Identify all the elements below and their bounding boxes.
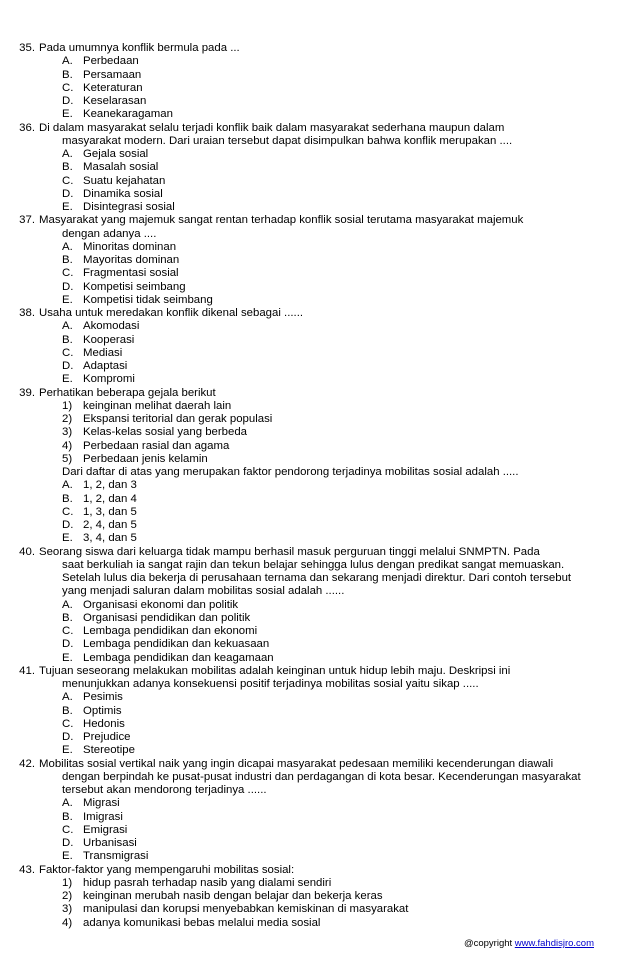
question-text: Faktor-faktor yang mempengaruhi mobilitas sosial: bbox=[39, 863, 295, 876]
option-letter: C. bbox=[62, 81, 74, 94]
question-number: 43. bbox=[19, 863, 35, 876]
statement-item bbox=[0, 413, 638, 426]
option-letter: D. bbox=[62, 95, 74, 107]
statement-number: 2) bbox=[62, 413, 73, 425]
statement-text: manipulasi dan korupsi menyebabkan kemiskinan di masyarakat bbox=[83, 903, 409, 916]
statement-number: 4) bbox=[62, 916, 73, 929]
question-text-line bbox=[0, 678, 638, 691]
option-text: Organisasi pendidikan dan politik bbox=[83, 611, 251, 624]
statement-number: 5) bbox=[62, 452, 73, 465]
option-letter: D. bbox=[62, 731, 74, 743]
option-letter: A. bbox=[62, 55, 73, 68]
answer-option bbox=[0, 532, 638, 545]
option-text: Lembaga pendidikan dan ekonomi bbox=[83, 625, 258, 637]
option-letter: A. bbox=[62, 598, 73, 611]
copyright-footer bbox=[464, 938, 594, 949]
statement-number: 4) bbox=[62, 439, 73, 452]
question-43 bbox=[0, 864, 638, 930]
statement-item bbox=[0, 453, 638, 466]
answer-option bbox=[0, 55, 638, 68]
statement-number: 1) bbox=[62, 876, 73, 889]
statement-item bbox=[0, 877, 638, 890]
answer-option bbox=[0, 705, 638, 718]
question-text-line bbox=[0, 228, 638, 241]
answer-option bbox=[0, 347, 638, 360]
answer-option bbox=[0, 797, 638, 810]
statement-item bbox=[0, 426, 638, 439]
option-text: Organisasi ekonomi dan politik bbox=[83, 598, 239, 611]
question-text: masyarakat modern. Dari uraian tersebut dapat disimpulkan bahwa konflik merupakan .... bbox=[62, 134, 513, 147]
option-text: Keteraturan bbox=[83, 81, 143, 94]
statement-item bbox=[0, 903, 638, 916]
question-text: yang menjadi saluran dalam mobilitas sosial adalah ...... bbox=[62, 585, 345, 598]
answer-option bbox=[0, 294, 638, 307]
answer-option bbox=[0, 188, 638, 201]
question-text: tersebut akan mendorong terjadinya ...... bbox=[62, 784, 267, 796]
option-text: Lembaga pendidikan dan kekuasaan bbox=[83, 638, 270, 651]
statement-item bbox=[0, 917, 638, 930]
option-text: Gejala sosial bbox=[83, 148, 149, 160]
option-letter: A. bbox=[62, 797, 73, 810]
option-letter: B. bbox=[62, 161, 73, 174]
statement-number: 2) bbox=[62, 890, 73, 902]
question-text-line bbox=[0, 758, 638, 771]
answer-option bbox=[0, 625, 638, 638]
question-text-line bbox=[0, 784, 638, 797]
answer-option bbox=[0, 638, 638, 651]
option-letter: D. bbox=[62, 837, 74, 849]
option-text: Lembaga pendidikan dan keagamaan bbox=[83, 651, 274, 664]
answer-option bbox=[0, 837, 638, 850]
question-39 bbox=[0, 387, 638, 546]
statement-text: keinginan merubah nasib dengan belajar dan bekerja keras bbox=[83, 890, 383, 902]
question-text: Di dalam masyarakat selalu terjadi konflik baik dalam masyarakat sederhana maupun dalam bbox=[39, 121, 505, 134]
option-letter: B. bbox=[62, 254, 73, 266]
option-letter: C. bbox=[62, 625, 74, 637]
answer-option bbox=[0, 175, 638, 188]
option-text: Dinamika sosial bbox=[83, 187, 163, 200]
answer-option bbox=[0, 281, 638, 294]
option-text: Masalah sosial bbox=[83, 161, 159, 174]
option-text: Kooperasi bbox=[83, 333, 135, 346]
statement-text: Perbedaan jenis kelamin bbox=[83, 452, 208, 465]
option-letter: A. bbox=[62, 148, 73, 160]
option-text: Kompetisi seimbang bbox=[83, 280, 186, 293]
option-text: Emigrasi bbox=[83, 823, 128, 836]
statement-text: hidup pasrah terhadap nasib yang dialami sendiri bbox=[83, 876, 332, 889]
option-text: Prejudice bbox=[83, 731, 131, 743]
question-text-line bbox=[0, 307, 638, 320]
website-link[interactable]: www.fahdisjro.com bbox=[514, 938, 594, 949]
option-text: Hedonis bbox=[83, 717, 125, 730]
option-letter: A. bbox=[62, 479, 73, 492]
question-text-line bbox=[0, 559, 638, 572]
option-letter: C. bbox=[62, 174, 74, 187]
answer-option bbox=[0, 69, 638, 82]
option-text: Akomodasi bbox=[83, 320, 140, 333]
statement-text: Kelas-kelas sosial yang berbeda bbox=[83, 426, 247, 439]
option-letter: B. bbox=[62, 611, 73, 624]
answer-option bbox=[0, 241, 638, 254]
question-text: Usaha untuk meredakan konflik dikenal sebagai ...... bbox=[39, 307, 304, 319]
question-40 bbox=[0, 546, 638, 665]
option-text: Mayoritas dominan bbox=[83, 254, 180, 266]
option-letter: C. bbox=[62, 505, 74, 518]
answer-option bbox=[0, 479, 638, 492]
option-letter: E. bbox=[62, 108, 73, 121]
answer-option bbox=[0, 850, 638, 863]
option-text: Pesimis bbox=[83, 691, 123, 704]
question-text: menunjukkan adanya konsekuensi positif terjadinya mobilitas sosial yaitu sikap ..... bbox=[62, 678, 479, 690]
answer-option bbox=[0, 360, 638, 373]
statement-text: Perbedaan rasial dan agama bbox=[83, 439, 230, 452]
option-letter: B. bbox=[62, 333, 73, 346]
option-letter: B. bbox=[62, 492, 73, 505]
answer-option bbox=[0, 267, 638, 280]
question-text: Seorang siswa dari keluarga tidak mampu berhasil masuk perguruan tinggi melalui SNMPTN. Pada bbox=[39, 545, 540, 558]
question-text: dengan adanya .... bbox=[62, 227, 157, 240]
question-37 bbox=[0, 214, 638, 307]
option-letter: A. bbox=[62, 240, 73, 253]
answer-option bbox=[0, 95, 638, 108]
option-text: Fragmentasi sosial bbox=[83, 267, 179, 280]
option-text: Optimis bbox=[83, 704, 122, 717]
statement-item bbox=[0, 890, 638, 903]
option-letter: C. bbox=[62, 346, 74, 359]
option-text: 1, 2, dan 4 bbox=[83, 492, 137, 505]
answer-option bbox=[0, 506, 638, 519]
answer-option bbox=[0, 691, 638, 704]
question-text-line bbox=[0, 122, 638, 135]
answer-option bbox=[0, 161, 638, 174]
statement-text: Ekspansi teritorial dan gerak populasi bbox=[83, 413, 273, 425]
question-text-line bbox=[0, 135, 638, 148]
question-38 bbox=[0, 307, 638, 387]
option-letter: B. bbox=[62, 704, 73, 717]
option-letter: D. bbox=[62, 280, 74, 293]
answer-option bbox=[0, 744, 638, 757]
question-number: 40. bbox=[19, 545, 35, 558]
option-letter: E. bbox=[62, 293, 73, 306]
answer-option bbox=[0, 254, 638, 267]
answer-option bbox=[0, 82, 638, 95]
statement-number: 3) bbox=[62, 903, 73, 916]
option-letter: A. bbox=[62, 320, 73, 333]
question-number: 38. bbox=[19, 307, 35, 319]
statement-text: adanya komunikasi bebas melalui media sosial bbox=[83, 916, 321, 929]
question-text: Masyarakat yang majemuk sangat rentan terhadap konflik sosial terutama masyarakat majemuk bbox=[39, 214, 524, 227]
option-letter: E. bbox=[62, 651, 73, 664]
question-text-line bbox=[0, 572, 638, 585]
question-text: Tujuan seseorang melakukan mobilitas adalah keinginan untuk hidup lebih maju. Deskripsi ini bbox=[39, 664, 511, 677]
question-number: 36. bbox=[19, 121, 35, 134]
answer-option bbox=[0, 373, 638, 386]
answer-option bbox=[0, 731, 638, 744]
question-text-line bbox=[0, 665, 638, 678]
option-text: 1, 3, dan 5 bbox=[83, 505, 137, 518]
question-text-line bbox=[0, 42, 638, 55]
question-text: Perhatikan beberapa gejala berikut bbox=[39, 386, 216, 399]
question-text: Pada umumnya konflik bermula pada ... bbox=[39, 42, 240, 54]
option-text: Disintegrasi sosial bbox=[83, 201, 175, 213]
option-letter: C. bbox=[62, 267, 74, 280]
statement-number: 3) bbox=[62, 426, 73, 439]
option-text: 3, 4, dan 5 bbox=[83, 532, 137, 545]
question-text-line bbox=[0, 546, 638, 559]
question-text-line bbox=[0, 466, 638, 479]
question-text: Dari daftar di atas yang merupakan faktor pendorong terjadinya mobilitas sosial adalah ..... bbox=[62, 466, 519, 478]
option-letter: C. bbox=[62, 717, 74, 730]
answer-option bbox=[0, 201, 638, 214]
option-text: Kompetisi tidak seimbang bbox=[83, 293, 213, 306]
option-text: Mediasi bbox=[83, 346, 123, 359]
option-letter: A. bbox=[62, 691, 73, 704]
statement-text: keinginan melihat daerah lain bbox=[83, 399, 232, 412]
question-36 bbox=[0, 122, 638, 215]
option-text: Minoritas dominan bbox=[83, 240, 177, 253]
question-35 bbox=[0, 42, 638, 122]
option-text: Perbedaan bbox=[83, 55, 139, 68]
option-letter: E. bbox=[62, 532, 73, 545]
option-letter: B. bbox=[62, 68, 73, 81]
question-number: 35. bbox=[19, 42, 35, 54]
statement-item bbox=[0, 440, 638, 453]
question-text-line bbox=[0, 864, 638, 877]
answer-option bbox=[0, 519, 638, 532]
option-letter: C. bbox=[62, 823, 74, 836]
question-text-line bbox=[0, 214, 638, 227]
option-letter: E. bbox=[62, 373, 73, 386]
option-text: Stereotipe bbox=[83, 744, 135, 757]
question-text-line bbox=[0, 387, 638, 400]
answer-option bbox=[0, 824, 638, 837]
option-letter: D. bbox=[62, 187, 74, 200]
option-text: Persamaan bbox=[83, 68, 142, 81]
answer-option bbox=[0, 108, 638, 121]
option-text: Kompromi bbox=[83, 373, 135, 386]
option-letter: B. bbox=[62, 810, 73, 823]
option-text: 1, 2, dan 3 bbox=[83, 479, 137, 492]
question-text: saat berkuliah ia sangat rajin dan tekun belajar sehingga lulus dengan predikat sangat memuaskan. bbox=[62, 558, 565, 571]
answer-option bbox=[0, 811, 638, 824]
question-number: 42. bbox=[19, 757, 35, 770]
option-letter: E. bbox=[62, 744, 73, 757]
statement-item bbox=[0, 400, 638, 413]
option-text: Keanekaragaman bbox=[83, 108, 173, 121]
question-number: 39. bbox=[19, 386, 35, 399]
answer-option bbox=[0, 148, 638, 161]
option-text: Imigrasi bbox=[83, 810, 123, 823]
option-text: Urbanisasi bbox=[83, 837, 137, 849]
answer-option bbox=[0, 334, 638, 347]
question-text: dengan berpindah ke pusat-pusat industri dan perdagangan di kota besar. Kecenderungan masyarakat bbox=[62, 770, 581, 783]
question-number: 37. bbox=[19, 214, 35, 227]
option-text: Keselarasan bbox=[83, 95, 147, 107]
option-letter: E. bbox=[62, 201, 73, 213]
answer-option bbox=[0, 599, 638, 612]
question-text: Setelah lulus dia bekerja di perusahaan ternama dan sekarang menjadi direktur. Dari contoh tersebut bbox=[62, 572, 572, 584]
option-letter: D. bbox=[62, 519, 74, 531]
question-text: Mobilitas sosial vertikal naik yang ingin dicapai masyarakat pedesaan memiliki kecenderungan diawali bbox=[39, 757, 554, 770]
answer-option bbox=[0, 612, 638, 625]
copyright-text: @copyright bbox=[463, 938, 515, 949]
option-text: Migrasi bbox=[83, 797, 120, 810]
answer-option bbox=[0, 652, 638, 665]
option-text: Transmigrasi bbox=[83, 850, 149, 863]
statement-number: 1) bbox=[62, 399, 73, 412]
option-letter: D. bbox=[62, 360, 74, 372]
option-letter: D. bbox=[62, 638, 74, 651]
question-list bbox=[0, 42, 638, 930]
question-number: 41. bbox=[19, 664, 35, 677]
question-42 bbox=[0, 758, 638, 864]
answer-option bbox=[0, 320, 638, 333]
option-text: Suatu kejahatan bbox=[83, 174, 166, 187]
question-text-line bbox=[0, 585, 638, 598]
option-text: Adaptasi bbox=[83, 360, 128, 372]
answer-option bbox=[0, 493, 638, 506]
answer-option bbox=[0, 718, 638, 731]
option-text: 2, 4, dan 5 bbox=[83, 519, 137, 531]
question-41 bbox=[0, 665, 638, 758]
question-text-line bbox=[0, 771, 638, 784]
option-letter: E. bbox=[62, 850, 73, 863]
